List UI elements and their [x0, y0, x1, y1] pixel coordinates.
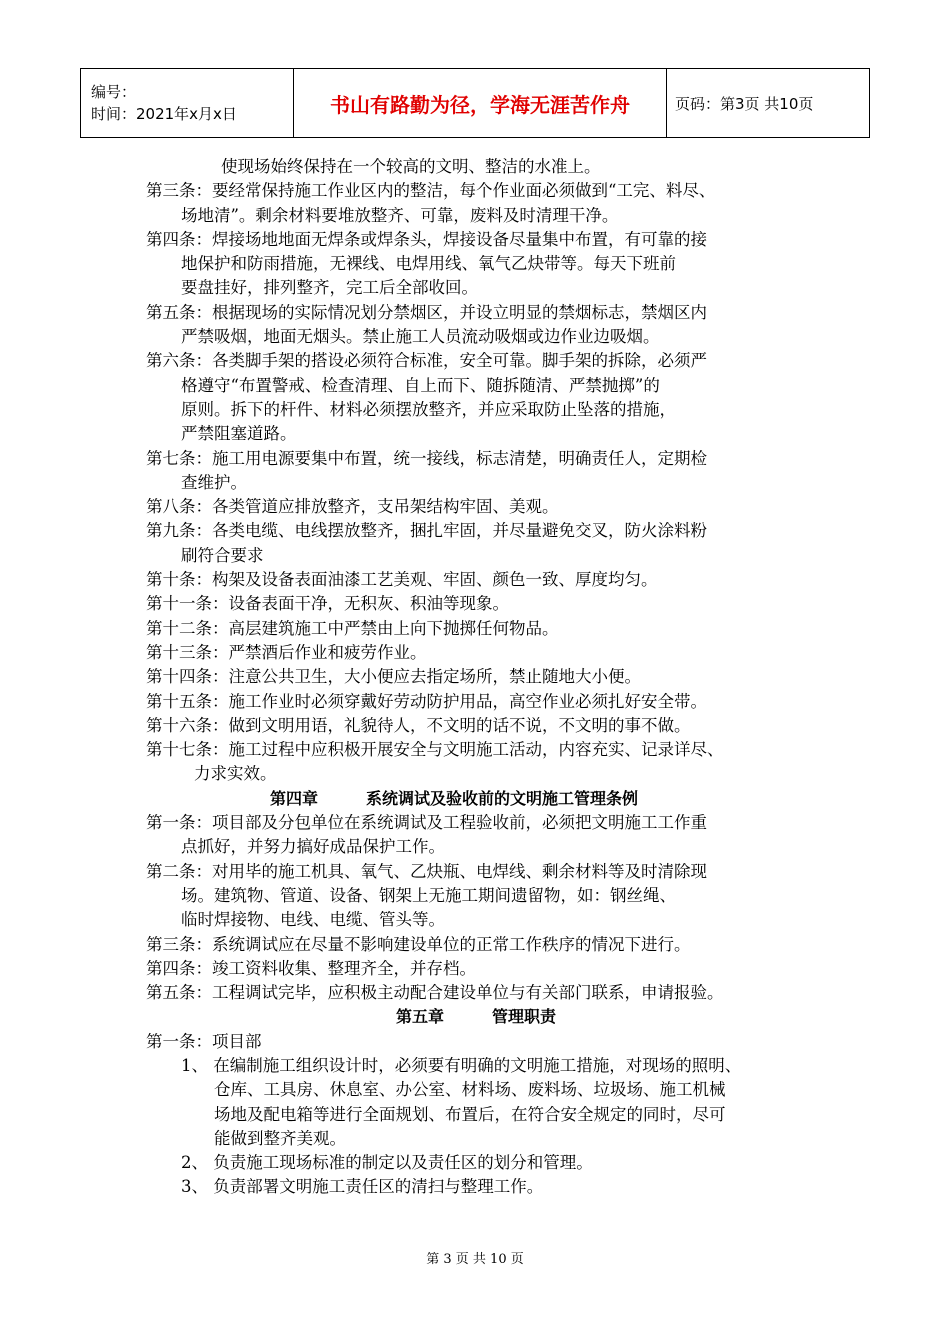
clause-line: 第五条：根据现场的实际情况划分禁烟区，并设立明显的禁烟标志，禁烟区内	[146, 302, 707, 322]
text-line: 临时焊接物、电线、电缆、管头等。	[181, 910, 445, 930]
clause-line: 第四条：竣工资料收集、整理齐全，并存档。	[146, 958, 476, 978]
text-line: 仓库、工具房、休息室、办公室、材料场、废料场、垃圾场、施工机械	[214, 1080, 726, 1100]
header-page-number: 页码：第3页 共10页	[667, 69, 870, 138]
chapter-title: 管理职责	[492, 1007, 557, 1027]
text-line: 力求实效。	[194, 764, 277, 784]
header-motto: 书山有路勤为径，学海无涯苦作舟	[294, 69, 667, 138]
text-line: 刷符合要求	[181, 545, 264, 565]
clause-line: 第九条：各类电缆、电线摆放整齐，捆扎牢固，并尽量避免交叉，防火涂料粉	[146, 521, 707, 541]
clause-line: 第十四条：注意公共卫生，大小便应去指定场所，禁止随地大小便。	[146, 667, 641, 687]
chapter-number: 第四章	[270, 788, 319, 808]
clause-line: 第五条：工程调试完毕，应积极主动配合建设单位与有关部门联系，申请报验。	[146, 983, 724, 1003]
clause-line: 第七条：施工用电源要集中布置，统一接线，标志清楚，明确责任人，定期检	[146, 448, 707, 468]
clause-line: 第八条：各类管道应排放整齐，支吊架结构牢固、美观。	[146, 497, 559, 517]
chapter-title: 系统调试及验收前的文明施工管理条例	[366, 788, 639, 808]
page-footer: 第 3 页 共 10 页	[426, 1252, 524, 1267]
chapter-heading-4	[146, 787, 826, 811]
numbered-item: 2、 负责施工现场标准的制定以及责任区的划分和管理。	[181, 1153, 593, 1173]
time-label: 时间：2021年x月x日	[91, 105, 237, 123]
text-line: 点抓好，并努力搞好成品保护工作。	[181, 837, 445, 857]
text-line: 要盘挂好，排列整齐，完工后全部收回。	[181, 278, 478, 298]
text-line: 场地清”。剩余材料要堆放整齐、可靠，废料及时清理干净。	[181, 205, 619, 225]
clause-line: 第十七条：施工过程中应积极开展安全与文明施工活动，内容充实、记录详尽、	[146, 740, 724, 760]
page-header	[80, 68, 870, 138]
clause-line: 第十二条：高层建筑施工中严禁由上向下抛掷任何物品。	[146, 618, 559, 638]
text-line: 场。建筑物、管道、设备、钢架上无施工期间遗留物，如：钢丝绳、	[181, 885, 676, 905]
clause-line: 第十五条：施工作业时必须穿戴好劳动防护用品，高空作业必须扎好安全带。	[146, 691, 707, 711]
clause-line: 第十条：构架及设备表面油漆工艺美观、牢固、颜色一致、厚度均匀。	[146, 570, 658, 590]
text-line: 格遵守“布置警戒、检查清理、自上而下、随拆随清、严禁抛掷”的	[181, 375, 660, 395]
text-line: 严禁阻塞道路。	[181, 424, 297, 444]
text-line: 使现场始终保持在一个较高的文明、整洁的水准上。	[221, 157, 601, 176]
numbered-item: 3、 负责部署文明施工责任区的清扫与整理工作。	[181, 1177, 544, 1197]
text-line: 查维护。	[181, 472, 247, 492]
clause-line: 第一条：项目部及分包单位在系统调试及工程验收前，必须把文明施工工作重	[146, 813, 707, 833]
clause-line: 第六条：各类脚手架的搭设必须符合标准，安全可靠。脚手架的拆除，必须严	[146, 351, 707, 371]
document-body	[146, 155, 826, 1200]
clause-line: 第十一条：设备表面干净，无积灰、积油等现象。	[146, 594, 509, 614]
clause-line: 第二条：对用毕的施工机具、氧气、乙炔瓶、电焊线、剩余材料等及时清除现	[146, 861, 707, 881]
clause-line: 第三条：要经常保持施工作业区内的整洁，每个作业面必须做到“工完、料尽、	[146, 181, 716, 201]
chapter-heading-5	[146, 1005, 826, 1029]
clause-line: 第一条：项目部	[146, 1031, 262, 1051]
text-line: 原则。拆下的杆件、材料必须摆放整齐，并应采取防止坠落的措施，	[181, 399, 676, 419]
text-line: 场地及配电箱等进行全面规划、布置后，在符合安全规定的同时，尽可	[214, 1104, 726, 1124]
clause-line: 第三条：系统调试应在尽量不影响建设单位的正常工作秩序的情况下进行。	[146, 934, 691, 954]
text-line: 严禁吸烟，地面无烟头。禁止施工人员流动吸烟或边作业边吸烟。	[181, 327, 660, 347]
number-label: 编号：	[91, 83, 137, 101]
text-line: 能做到整齐美观。	[214, 1128, 346, 1148]
text-line: 地保护和防雨措施，无裸线、电焊用线、氧气乙炔带等。每天下班前	[181, 254, 676, 274]
clause-line: 第十三条：严禁酒后作业和疲劳作业。	[146, 642, 427, 662]
header-meta	[81, 69, 294, 138]
clause-line: 第十六条：做到文明用语，礼貌待人，不文明的话不说，不文明的事不做。	[146, 715, 691, 735]
clause-line: 第四条：焊接场地地面无焊条或焊条头，焊接设备尽量集中布置，有可靠的接	[146, 229, 707, 249]
numbered-item: 1、 在编制施工组织设计时，必须要有明确的文明施工措施，对现场的照明、	[181, 1055, 742, 1075]
chapter-number: 第五章	[396, 1007, 445, 1027]
